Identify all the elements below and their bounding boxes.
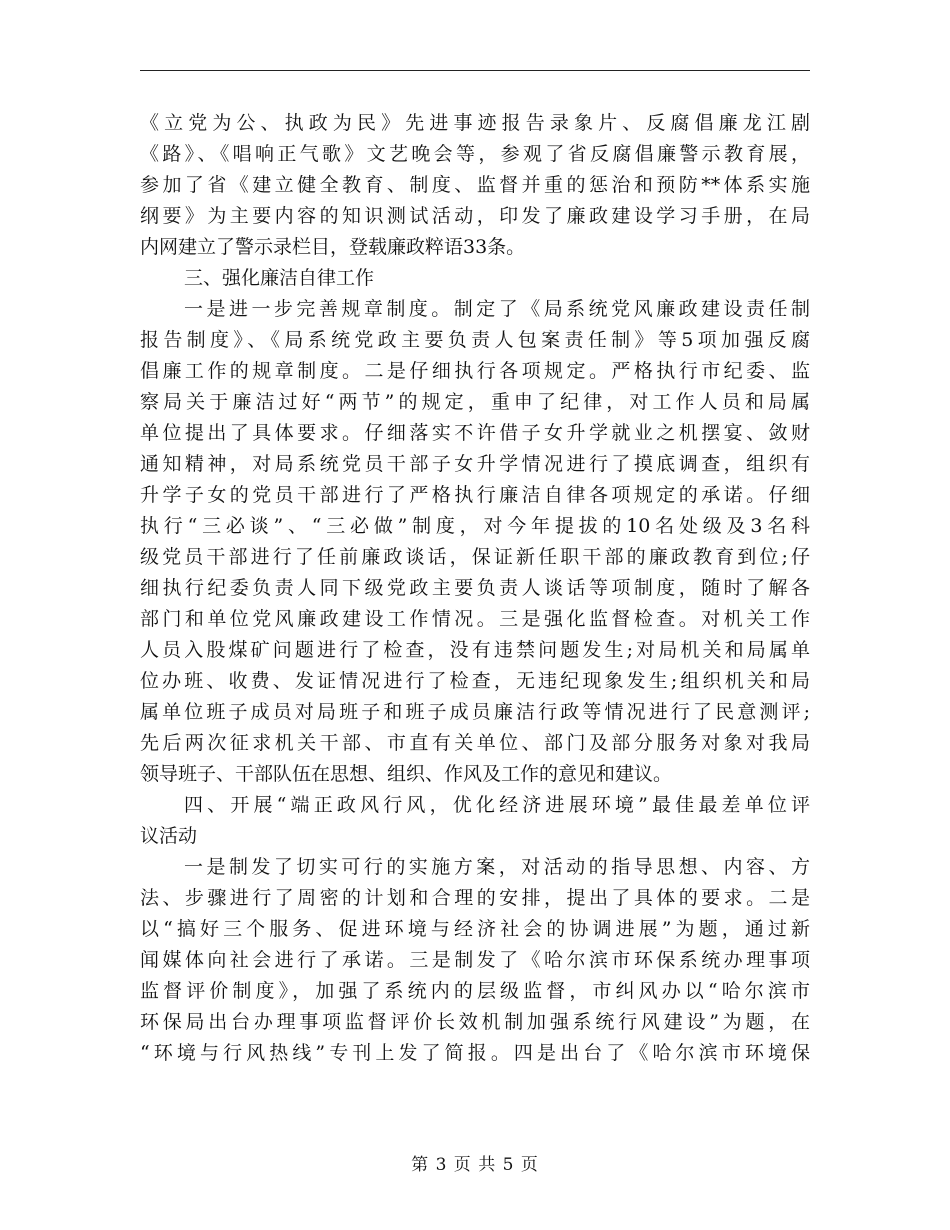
text-line: 细执行纪委负责人同下级党政主要负责人谈话等项制度，随时了解各 [140, 577, 810, 599]
text-line: 察局关于廉洁过好“两节”的规定，重申了纪律，对工作人员和局属 [140, 391, 810, 413]
text-line: 部门和单位党风廉政建设工作情况。三是强化监督检查。对机关工作 [140, 608, 810, 630]
text-line: 参加了省《建立健全教育、制度、监督并重的惩治和预防**体系实施 [140, 174, 810, 196]
text-line: 纲要》为主要内容的知识测试活动，印发了廉政建设学习手册，在局 [140, 205, 810, 227]
text-line: 倡廉工作的规章制度。二是仔细执行各项规定。严格执行市纪委、监 [140, 360, 810, 382]
text-line: 一是制发了切实可行的实施方案，对活动的指导思想、内容、方 [184, 856, 810, 878]
text-line: 人员入股煤矿问题进行了检查，没有违禁问题发生;对局机关和局属单 [140, 639, 810, 661]
text-line: 先后两次征求机关干部、市直有关单位、部门及部分服务对象对我局 [140, 732, 810, 754]
text-line: 法、步骤进行了周密的计划和合理的安排，提出了具体的要求。二是 [140, 887, 810, 909]
text-line: 单位提出了具体要求。仔细落实不许借子女升学就业之机摆宴、敛财 [140, 422, 810, 444]
text-line: 监督评价制度》，加强了系统内的层级监督，市纠风办以“哈尔滨市 [140, 980, 810, 1002]
text-line: 领导班子、干部队伍在思想、组织、作风及工作的意见和建议。 [140, 763, 673, 785]
document-body [140, 108, 810, 1069]
text-line: 属单位班子成员对局班子和班子成员廉洁行政等情况进行了民意测评; [140, 701, 810, 723]
text-line: 《路》、《唱响正气歌》文艺晚会等，参观了省反腐倡廉警示教育展， [140, 143, 810, 165]
text-line: 三、强化廉洁自律工作 [184, 267, 375, 289]
text-line: 级党员干部进行了任前廉政谈话，保证新任职干部的廉政教育到位;仔 [140, 546, 810, 568]
text-line: 环保局出台办理事项监督评价长效机制加强系统行风建设”为题，在 [140, 1011, 810, 1033]
text-line: 位办班、收费、发证情况进行了检查，无违纪现象发生;组织机关和局 [140, 670, 810, 692]
text-line: 报告制度》、《局系统党政主要负责人包案责任制》等5项加强反腐 [140, 329, 810, 351]
text-line: 闻媒体向社会进行了承诺。三是制发了《哈尔滨市环保系统办理事项 [140, 949, 810, 971]
text-line: 一是进一步完善规章制度。制定了《局系统党风廉政建设责任制 [184, 298, 810, 320]
text-line: 议活动 [140, 825, 198, 847]
text-line: 《立党为公、执政为民》先进事迹报告录象片、反腐倡廉龙江剧 [140, 112, 810, 134]
text-line: 升学子女的党员干部进行了严格执行廉洁自律各项规定的承诺。仔细 [140, 484, 810, 506]
text-line: 执行“三必谈”、“三必做”制度，对今年提拔的10名处级及3名科 [140, 515, 810, 537]
text-line: 通知精神，对局系统党员干部子女升学情况进行了摸底调查，组织有 [140, 453, 810, 475]
header-rule [140, 70, 810, 71]
page-footer: 第 3 页 共 5 页 [411, 1155, 539, 1175]
text-line: 以“搞好三个服务、促进环境与经济社会的协调进展”为题，通过新 [140, 918, 810, 940]
text-line: 四、开展“端正政风行风，优化经济进展环境”最佳最差单位评 [184, 794, 810, 816]
text-line: “环境与行风热线”专刊上发了简报。四是出台了《哈尔滨市环境保 [140, 1042, 810, 1064]
text-line: 内网建立了警示录栏目，登载廉政粹语33条。 [140, 236, 526, 258]
